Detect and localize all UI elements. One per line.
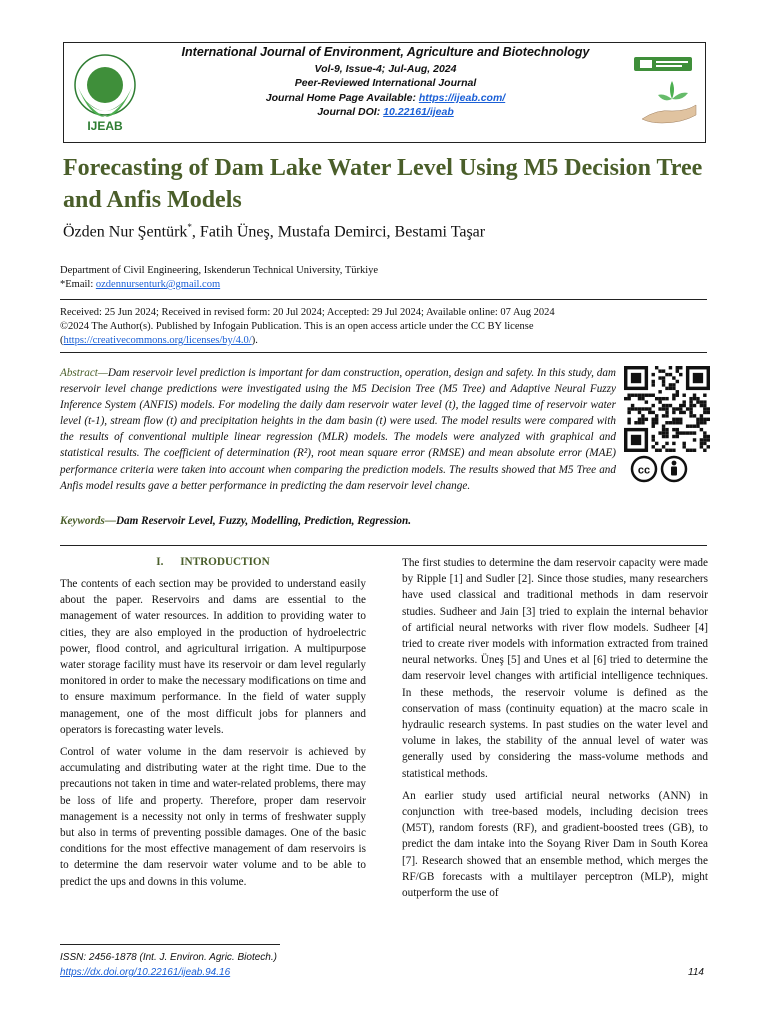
keywords-label: Keywords— xyxy=(60,515,116,527)
abstract-label: Abstract— xyxy=(60,367,108,379)
journal-volume: Vol-9, Issue-4; Jul-Aug, 2024 xyxy=(314,63,457,75)
journal-header xyxy=(63,42,706,143)
abstract xyxy=(60,365,616,494)
keywords xyxy=(60,515,411,527)
email-line: *Email: ozdennursenturk@gmail.com xyxy=(60,279,221,290)
page-number: 114 xyxy=(688,967,704,978)
divider-body xyxy=(60,545,707,546)
homepage-link[interactable]: https://ijeab.com/ xyxy=(418,92,506,104)
footer-doi xyxy=(60,967,230,978)
journal-name: International Journal of Environment, Agriculture and Biotechnology xyxy=(181,45,590,59)
journal-logo-text: IJEAB xyxy=(87,119,123,133)
section-heading-introduction: I. INTRODUCTION xyxy=(156,556,270,568)
qr-code[interactable] xyxy=(624,366,710,452)
journal-review: Peer-Reviewed International Journal xyxy=(294,77,477,89)
license-link[interactable]: https://creativecommons.org/licenses/by/4.0/ xyxy=(63,335,252,346)
paragraph: An earlier study used artificial neural networks (ANN) in conjunction with tree-based models, including decision trees (M5T), random forests (RF), and gradient-boosted trees (GB), to predict the dam intake into the Soyang River Dam in South Korea [7]. Research showed that an ensemble method, which merges the RF/GB forecasts with a multilayer perceptron (MLP), might outperform the use of xyxy=(402,789,708,900)
divider-abstract xyxy=(60,352,707,353)
journal-homepage: Journal Home Page Available: https://ijeab.com/ xyxy=(265,92,506,104)
right-column xyxy=(402,555,708,907)
dates-line: Received: 25 Jun 2024; Received in revised form: 20 Jul 2024; Accepted: 29 Jul 2024; Available online: 07 Aug 2024 xyxy=(60,307,555,318)
journal-doi: Journal DOI: 10.22161/ijeab xyxy=(317,106,454,118)
abstract-text: Dam reservoir level prediction is important for dam construction, operation, design and safety. In this study, dam reservoir level change predictions were investigated using the M5 Decision Tree (M5 Tree) and Adaptive Neural Fuzzy Inference System (ANFIS) models. For modeling the daily dam reservoir water level (t), the lagged time of reservoir water level (t-1), stream flow (t) and precipitation heights in the dam basin (t) were used. The model results were compared with the results of conventional multiple linear regression (MLR) models. The models were analyzed with graphical and statistical results. The coefficient of determination (R²), root mean square error (RMSE) and mean absolute error (MAE) performance criteria were taken into account when comparing the prediction models. The results showed that M5 Tree and Anfis model results gave a better performance in predicting the dam reservoir level change. xyxy=(60,367,616,492)
left-column xyxy=(60,576,366,896)
license-line: ©2024 The Author(s). Published by Infogain Publication. This is an open access article under the CC BY license xyxy=(60,321,534,332)
affiliation: Department of Civil Engineering, Iskenderun Technical University, Türkiye xyxy=(60,265,379,276)
paper-authors: Özden Nur Şentürk*, Fatih Üneş, Mustafa Demirci, Bestami Taşar xyxy=(63,222,486,241)
journal-cover-image xyxy=(632,49,702,139)
footer-divider xyxy=(60,944,280,945)
corresponding-mark: * xyxy=(187,222,192,232)
doi-link[interactable]: 10.22161/ijeab xyxy=(383,106,454,118)
svg-text:cc: cc xyxy=(637,464,651,477)
cc-by-license-icon xyxy=(630,455,690,483)
footer-doi-link[interactable]: https://dx.doi.org/10.22161/ijeab.94.16 xyxy=(60,967,231,978)
email-link[interactable]: ozdennursenturk@gmail.com xyxy=(95,279,221,290)
paper-title: Forecasting of Dam Lake Water Level Using M5 Decision Tree and Anfis Models xyxy=(63,155,703,213)
paragraph: The contents of each section may be provided to understand easily about the paper. Reservoirs and dams are essential to the management of water resources. In addition to providing water to cities, they are also employed in the production of hydroelectric power, flood control, and agricultural irrigation. A multipurpose water storage facility must have its reservoir or dam level regularly monitored in order to make the necessary modifications on time and to ensure maximum performance. In the field of water supply management, one of the most difficult jobs for planners and operators is forecasting water levels. xyxy=(60,578,366,736)
paragraph: Control of water volume in the dam reservoir is achieved by accumulating and distributing water at the right time. Due to the precautions not taken in time and water-related problems, there may be loss of life and property. Therefore, proper dam reservoir management is a necessity not only in terms of freshwater supply but also in terms of preventing possible damages. One of the basic conditions for the most effective management of dam reservoirs is to determine the dam reservoir water volume and to be able to predict the ups and downs in this volume. xyxy=(60,746,366,888)
paragraph: The first studies to determine the dam reservoir capacity were made by Ripple [1] and Sudler [2]. Since those studies, many researchers have used classical and traditional methods in dam reservoir studies. Sudheer and Jain [3] tried to explain the internal behavior of artificial neural networks with river flow models. Sudheer [4] tried to create river models with information extracted from trained neural networks. Üneş [5] and Unes et al [6] tried to determine the dam reservoir level changes with artificial intelligence techniques. In these methods, the reservoir volume is defined as the conservation of mass (continuity equation) at the macro scale in hydraulic research systems. In past studies on the water level and volume in lakes, the stability of the annual level of water was generally used by considering the mass-volume methods and statistical methods. xyxy=(402,557,708,780)
license-url-line: (https://creativecommons.org/licenses/by/4.0/). xyxy=(60,335,258,346)
footer-issn: ISSN: 2456-1878 (Int. J. Environ. Agric. Biotech.) xyxy=(60,952,277,963)
keywords-text: Dam Reservoir Level, Fuzzy, Modelling, Prediction, Regression. xyxy=(115,515,412,527)
divider-top xyxy=(60,299,707,300)
